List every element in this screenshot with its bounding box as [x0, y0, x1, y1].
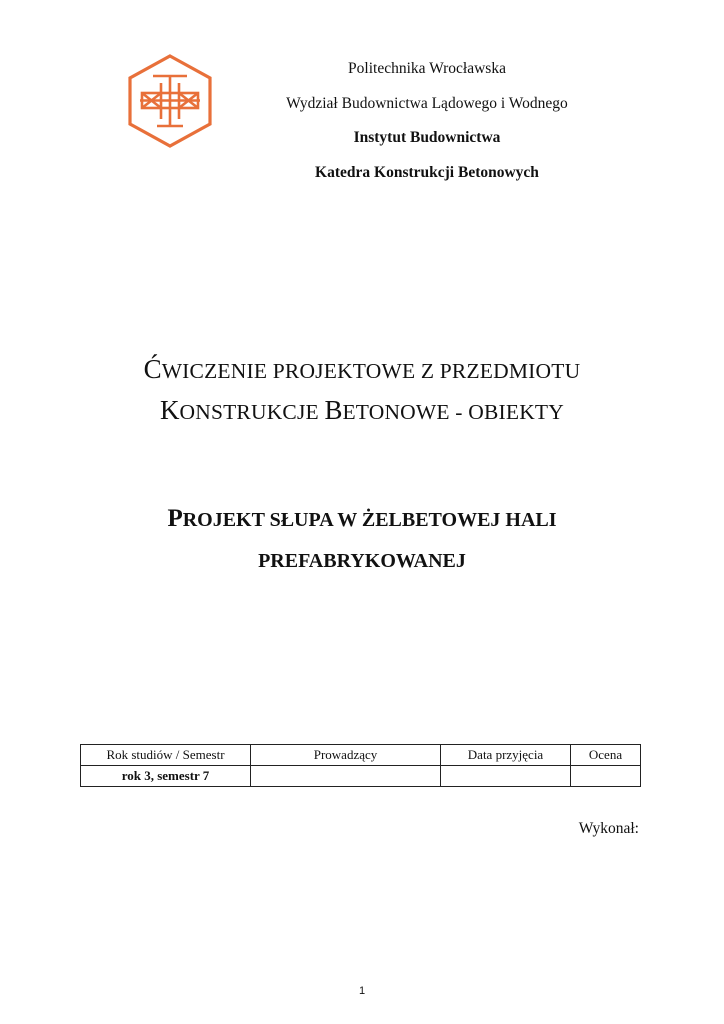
- course-title-line-1: ĆWICZENIE PROJEKTOWE Z PRZEDMIOTU: [143, 354, 581, 384]
- course-title-line-2: KONSTRUKCJE BETONOWE - OBIEKTY: [159, 395, 564, 425]
- project-title-line-1: PROJEKT SŁUPA W ŻELBETOWEJ HALI: [167, 505, 557, 532]
- cell-instructor: [251, 766, 441, 787]
- info-table: [80, 744, 641, 787]
- header-acceptance-date: Data przyjęcia: [441, 745, 571, 766]
- header-block: [228, 59, 626, 197]
- cell-year-semester: rok 3, semestr 7: [81, 766, 251, 787]
- cell-grade: [571, 766, 641, 787]
- table-row: [81, 766, 641, 787]
- faculty-name: Wydział Budownictwa Lądowego i Wodnego: [286, 94, 568, 112]
- institute-name: Instytut Budownictwa: [353, 129, 501, 146]
- header-year-semester: Rok studiów / Semestr: [81, 745, 251, 766]
- signature-label: Wykonał:: [578, 820, 639, 837]
- cell-acceptance-date: [441, 766, 571, 787]
- header-grade: Ocena: [571, 745, 641, 766]
- header-instructor: Prowadzący: [251, 745, 441, 766]
- table-header-row: [81, 745, 641, 766]
- university-name: Politechnika Wrocławska: [348, 60, 506, 77]
- project-title-line-2: PREFABRYKOWANEJ: [258, 550, 466, 572]
- politechnika-wroclawska-logo-icon: [126, 53, 214, 149]
- department-name: Katedra Konstrukcji Betonowych: [315, 163, 539, 181]
- page-number: 1: [358, 985, 366, 997]
- university-logo: [126, 53, 214, 149]
